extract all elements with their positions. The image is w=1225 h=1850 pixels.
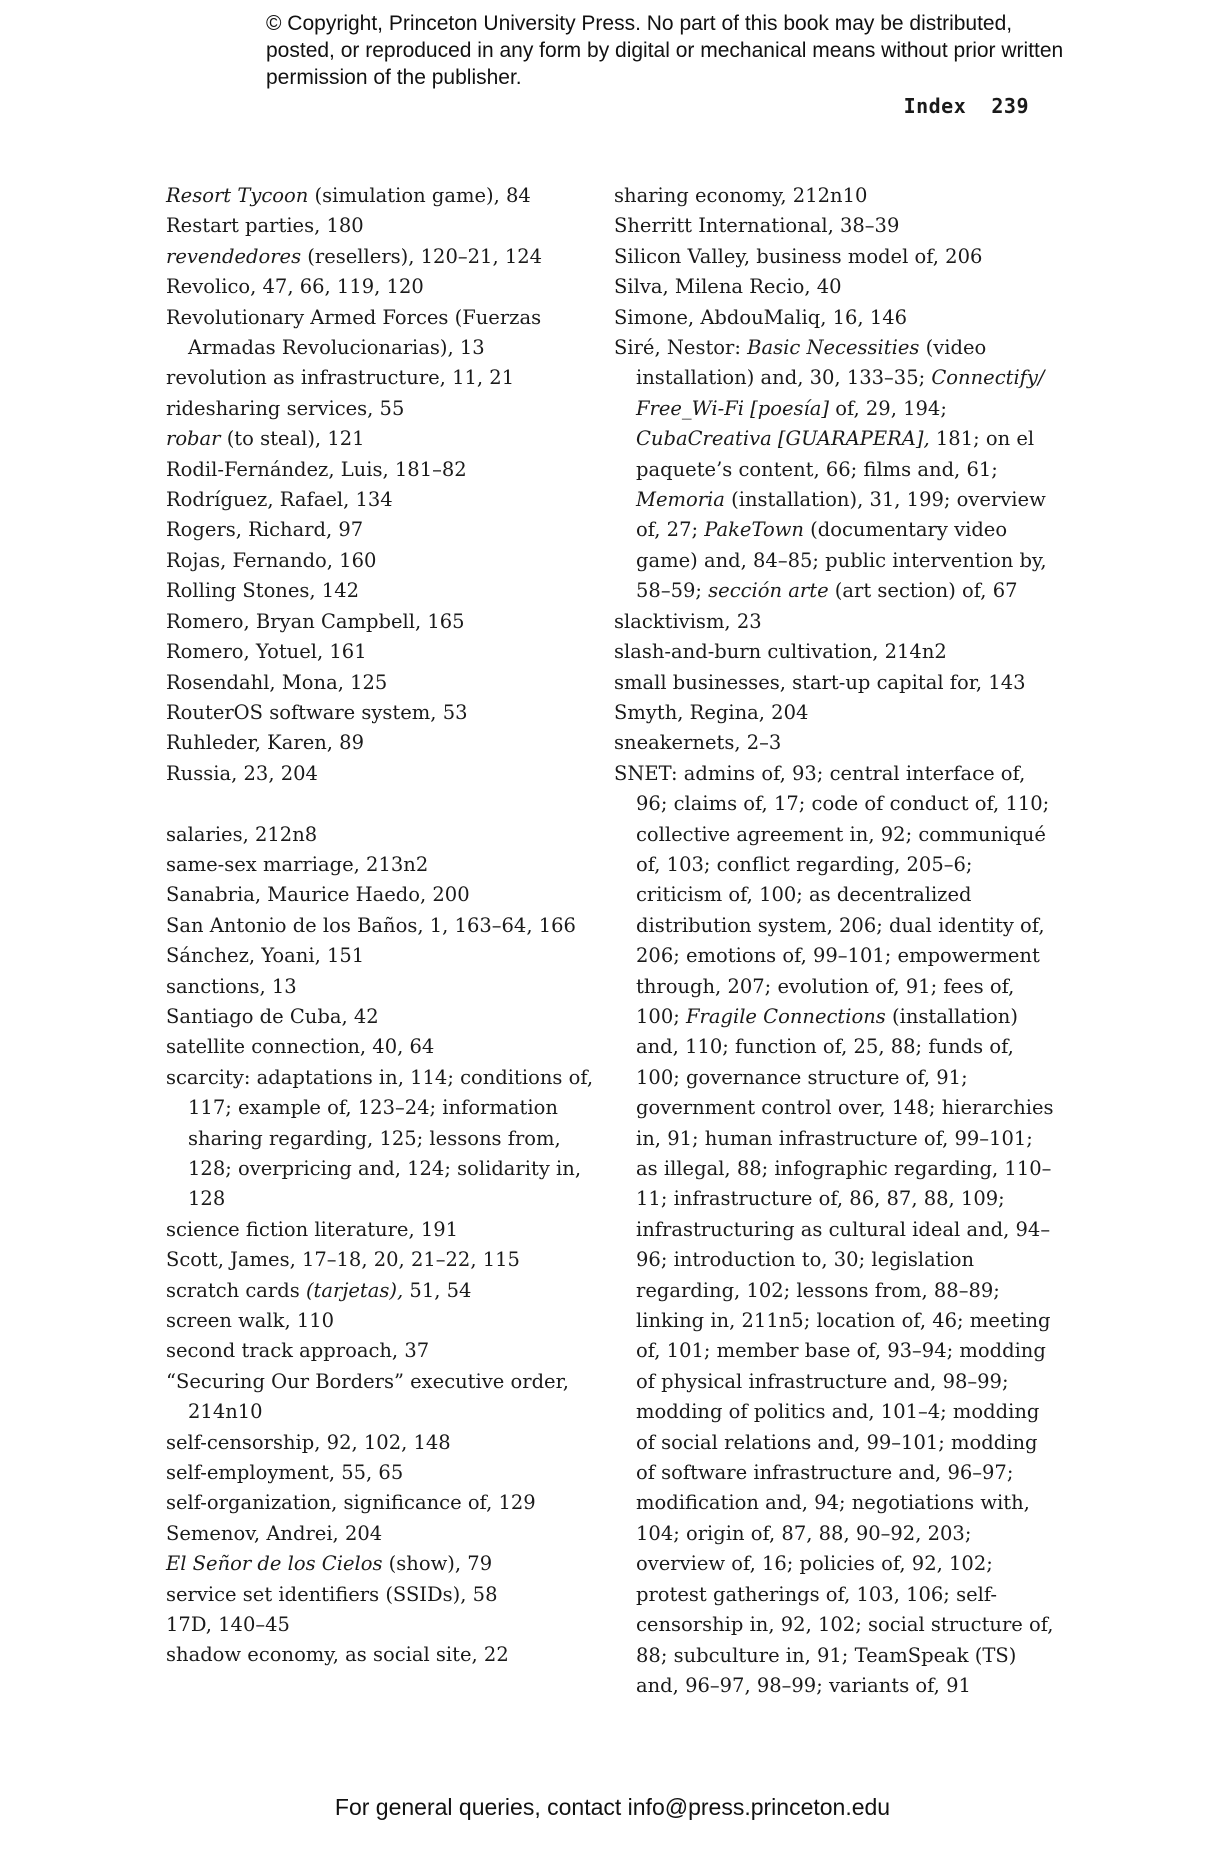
index-entry: slacktivism, 23 [614,609,762,633]
index-entry: El Señor de los Cielos (show), 79 [166,1552,493,1576]
index-entry: Sherritt International, 38–39 [614,214,900,238]
index-entry: Rodríguez, Rafael, 134 [166,488,393,512]
index-entry: Sanabria, Maurice Haedo, 200 [166,883,470,907]
index-entry: Siré, Nestor: Basic Necessities (video installation) and, 30, 133–35; Connectify/ Free_Wi-Fi [poesía] of, 29, 194; CubaCreativa [GUARAPERA], 181; on el paquete’s content, 66; films and, 61; Memoria (installation), 31, 199; overview of, 27; PakeTown (documentary video game) and, 84–85; public intervention by, 58–59; sección arte (art section) of, 67 [614,336,1047,603]
index-entry: revolution as infrastructure, 11, 21 [166,366,515,390]
index-entry: Santiago de Cuba, 42 [166,1004,379,1028]
index-entry: Rolling Stones, 142 [166,579,360,603]
page-number: 239 [991,94,1029,118]
footer-contact: For general queries, contact info@press.princeton.edu [334,1794,891,1820]
index-entry: sanctions, 13 [166,974,297,998]
index-entry: revendedores (resellers), 120–21, 124 [166,244,543,268]
running-head [904,94,1029,118]
index-entry: Rosendahl, Mona, 125 [166,670,388,694]
index-entry: Rogers, Richard, 97 [166,518,364,542]
index-entry: ridesharing services, 55 [166,396,405,420]
index-entry: science fiction literature, 191 [166,1217,459,1241]
index-entry: small businesses, start-up capital for, 143 [614,670,1026,694]
index-entry: Romero, Bryan Campbell, 165 [166,609,465,633]
index-entry: slash-and-burn cultivation, 214n2 [614,640,947,664]
index-entry: robar (to steal), 121 [166,427,365,451]
index-entry: San Antonio de los Baños, 1, 163–64, 166 [166,913,576,937]
index-entry: screen walk, 110 [166,1309,335,1333]
index-column-left [166,181,596,1671]
index-entry: scarcity: adaptations in, 114; conditions of, 117; example of, 123–24; information sharing regarding, 125; lessons from, 128; overpricing and, 124; solidarity in, 128 [166,1065,594,1211]
index-entry: sharing economy, 212n10 [614,184,868,207]
index-entry: Restart parties, 180 [166,214,364,238]
index-entry: self-organization, significance of, 129 [166,1491,536,1515]
index-entry: Simone, AbdouMaliq, 16, 146 [614,305,908,329]
index-entry: Rojas, Fernando, 160 [166,548,377,572]
index-entry: SNET: admins of, 93; central interface of, 96; claims of, 17; code of conduct of, 110; collective agreement in, 92; communiqué of, 103; conflict regarding, 205–6; criticism of, 100; as decentralized distribution system, 206; dual identity of, 206; emotions of, 99–101; empowerment through, 207; evolution of, 91; fees of, 100; Fragile Connections (installation) and, 110; function of, 25, 88; funds of, 100; governance structure of, 91; government control over, 148; hierarchies in, 91; human infrastructure of, 99–101; as illegal, 88; infographic regarding, 110–11; infrastructure of, 86, 87, 88, 109; infrastructuring as cultural ideal and, 94–96; introduction to, 30; legislation regarding, 102; lessons from, 88–89; linking in, 211n5; location of, 46; meeting of, 101; member base of, 93–94; modding of physical infrastructure and, 98–99; modding of politics and, 101–4; modding of social relations and, 99–101; modding of software infrastructure and, 96–97; modification and, 94; negotiations with, 104; origin of, 87, 88, 90–92, 203; overview of, 16; policies of, 92, 102; protest gatherings of, 103, 106; self-censorship in, 92, 102; social structure of, 88; subculture in, 91; TeamSpeak (TS) and, 96–97, 98–99; variants of, 91 [614,761,1054,1697]
index-entry: shadow economy, as social site, 22 [166,1643,509,1667]
index-entry: Silva, Milena Recio, 40 [614,275,842,299]
index-entry: “Securing Our Borders” executive order, 214n10 [166,1369,569,1424]
index-entry: Revolutionary Armed Forces (Fuerzas Armadas Revolucionarias), 13 [166,305,542,360]
index-entry: scratch cards (tarjetas), 51, 54 [166,1278,472,1302]
index-entry: Ruhleder, Karen, 89 [166,731,364,755]
index-entry: Sánchez, Yoani, 151 [166,944,365,968]
index-entry: self-employment, 55, 65 [166,1461,404,1485]
index-entry: Silicon Valley, business model of, 206 [614,244,983,268]
index-entry: self-censorship, 92, 102, 148 [166,1430,451,1454]
letter-gap [166,789,596,819]
index-entry: Rodil-Fernández, Luis, 181–82 [166,457,467,481]
index-entry: Resort Tycoon (simulation game), 84 [166,184,531,207]
copyright-notice: © Copyright, Princeton University Press. No part of this book may be distributed, posted, or reproduced in any form by digital or mechanical means without prior written permission of the publisher. [266,12,1064,89]
index-entry: sneakernets, 2–3 [614,731,782,755]
index-entry: same-sex marriage, 213n2 [166,852,429,876]
index-entry: salaries, 212n8 [166,822,318,846]
index-entry: second track approach, 37 [166,1339,430,1363]
index-entry: 17D, 140–45 [166,1613,290,1637]
index-entry: satellite connection, 40, 64 [166,1035,435,1059]
index-entry: Revolico, 47, 66, 119, 120 [166,275,424,299]
index-entry: Romero, Yotuel, 161 [166,640,367,664]
index-entry: service set identifiers (SSIDs), 58 [166,1582,498,1606]
running-head-label: Index [903,94,967,118]
index-entry: RouterOS software system, 53 [166,700,468,724]
index-entry: Smyth, Regina, 204 [614,700,809,724]
index-entry: Semenov, Andrei, 204 [166,1521,383,1545]
index-entry: Scott, James, 17–18, 20, 21–22, 115 [166,1248,520,1272]
index-entry: Russia, 23, 204 [166,761,318,785]
index-column-right [614,181,1054,1701]
